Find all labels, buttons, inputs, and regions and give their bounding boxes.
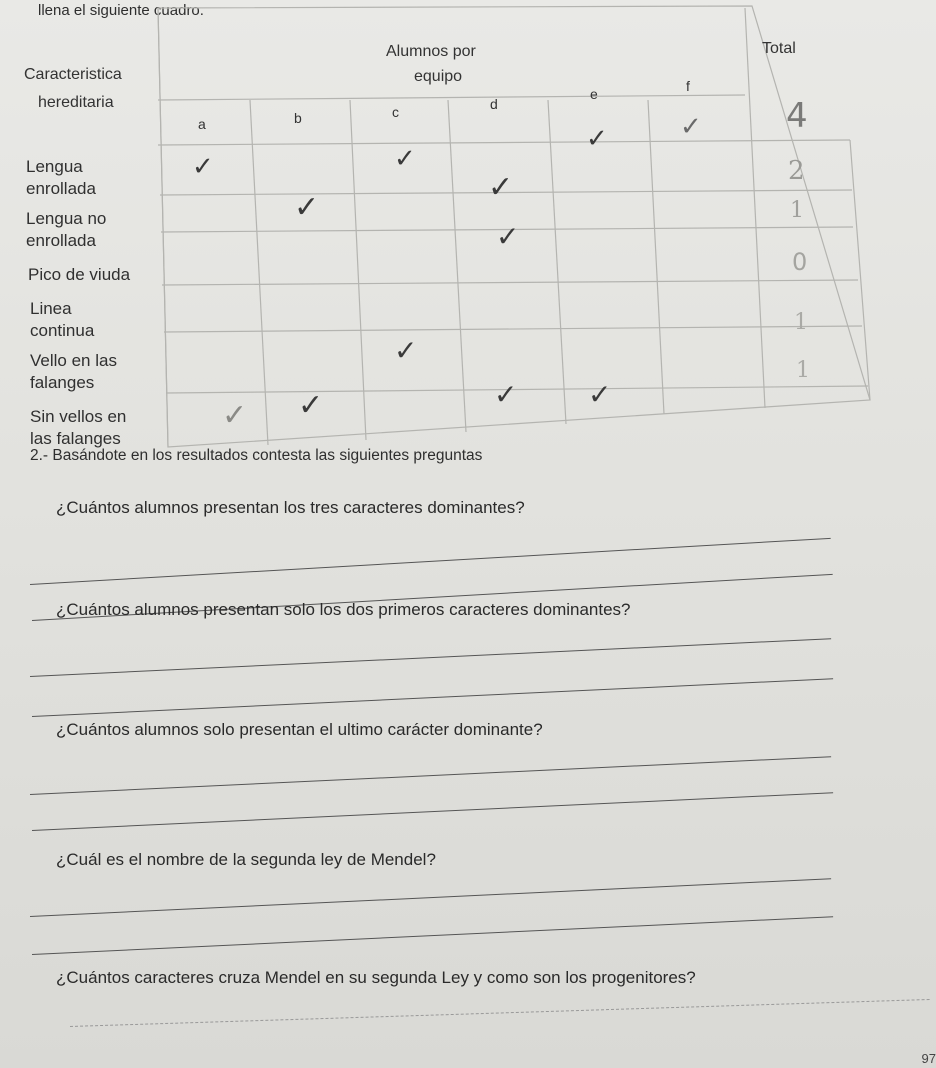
header-trait-line1: Caracteristica <box>24 66 122 83</box>
column-d: d <box>490 96 498 112</box>
total-lengua-enrollada: 4 <box>786 96 808 136</box>
column-c: c <box>392 104 399 120</box>
check-mark-icon: ✓ <box>488 170 514 205</box>
column-a: a <box>198 116 206 132</box>
check-mark-icon: ✓ <box>588 378 612 411</box>
column-b: b <box>294 110 302 126</box>
answer-line-2b[interactable] <box>32 678 833 717</box>
check-mark-icon: ✓ <box>294 190 320 225</box>
total-linea-continua: 0 <box>792 248 808 276</box>
row-label-lengua-no-enrollada: Lengua no enrollada <box>26 209 107 250</box>
header-total: Total <box>762 40 796 57</box>
section-2-heading: 2.- Basándote en los resultados contesta las siguientes preguntas <box>30 447 483 464</box>
answer-line-4a[interactable] <box>30 878 831 917</box>
answer-line-5a[interactable] <box>70 999 930 1027</box>
question-4: ¿Cuál es el nombre de la segunda ley de Mendel? <box>56 850 436 869</box>
row-label-linea-continua: Linea continua <box>30 299 95 340</box>
check-mark-icon: ✓ <box>298 388 324 423</box>
question-3: ¿Cuántos alumnos solo presentan el ultimo carácter dominante? <box>56 720 543 739</box>
header-students-line2: equipo <box>414 68 463 85</box>
check-mark-icon: ✓ <box>680 112 702 142</box>
total-vello-en-las-falanges: 1 <box>794 310 808 335</box>
column-e: e <box>590 86 598 102</box>
check-mark-icon: ✓ <box>494 378 518 411</box>
total-pico-de-viuda: 1 <box>790 198 804 223</box>
answer-line-3a[interactable] <box>30 756 831 795</box>
row-label-vello-en-las-falanges: Vello en las falanges <box>30 351 117 392</box>
column-f: f <box>686 78 690 94</box>
trait-table-grid <box>0 0 936 460</box>
total-sin-vellos-en-las-falanges: 1 <box>796 358 810 383</box>
answer-line-3b[interactable] <box>32 792 833 831</box>
row-label-lengua-enrollada: Lengua enrollada <box>26 157 96 198</box>
check-mark-icon: ✓ <box>394 334 418 367</box>
check-mark-icon: ✓ <box>496 220 520 253</box>
row-label-sin-vellos-en-las-falanges: Sin vellos en las falanges <box>30 407 127 448</box>
total-lengua-no-enrollada: 2 <box>788 156 805 186</box>
check-mark-icon: ✓ <box>192 152 214 182</box>
question-2: ¿Cuántos alumnos presentan solo los dos primeros caracteres dominantes? <box>56 600 631 619</box>
check-mark-icon: ✓ <box>586 124 608 154</box>
check-mark-icon: ✓ <box>394 144 416 174</box>
question-1: ¿Cuántos alumnos presentan los tres caracteres dominantes? <box>56 498 525 517</box>
check-mark-icon: ✓ <box>222 398 248 433</box>
answer-line-1a[interactable] <box>30 538 831 585</box>
question-5: ¿Cuántos caracteres cruza Mendel en su segunda Ley y como son los progenitores? <box>56 968 696 987</box>
answer-line-4b[interactable] <box>32 916 833 955</box>
header-students-line1: Alumnos por <box>386 43 476 60</box>
page-number: 97 <box>921 1051 936 1066</box>
intro-text: llena el siguiente cuadro. <box>38 2 204 19</box>
row-label-pico-de-viuda: Pico de viuda <box>28 265 131 284</box>
header-trait-line2: hereditaria <box>38 94 114 111</box>
answer-line-2a[interactable] <box>30 638 831 677</box>
